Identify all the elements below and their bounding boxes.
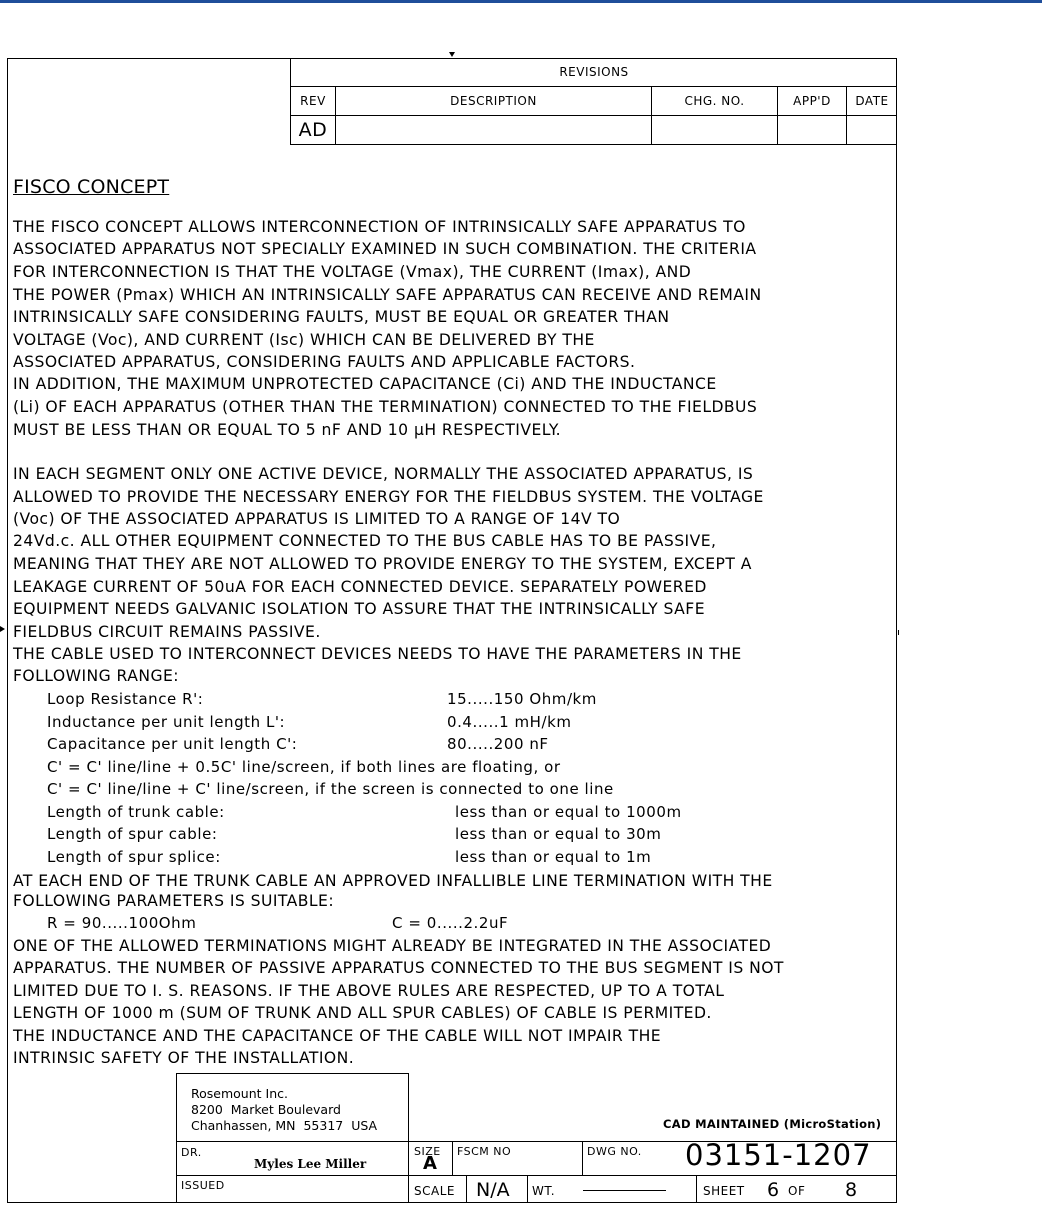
para1-line: (Li) OF EACH APPARATUS (OTHER THAN THE TERMINATION) CONNECTED TO THE FIELDBUS (13, 398, 758, 416)
description-header: DESCRIPTION (336, 87, 652, 115)
tb-line (527, 1175, 528, 1203)
address-line: Chanhassen, MN 55317 USA (191, 1118, 378, 1133)
param-label: Inductance per unit length L': (47, 713, 286, 731)
tb-line (452, 1141, 453, 1175)
sheet-number: 6 (767, 1179, 780, 1201)
company-address (191, 1086, 377, 1134)
address-line: 8200 Market Boulevard (191, 1102, 341, 1117)
para2-line: 24Vd.c. ALL OTHER EQUIPMENT CONNECTED TO THE BUS CABLE HAS TO BE PASSIVE, (13, 532, 717, 550)
center-mark-top (449, 52, 455, 57)
para2-line: THE CABLE USED TO INTERCONNECT DEVICES NEEDS TO HAVE THE PARAMETERS IN THE (13, 645, 742, 663)
para3-line: THE INDUCTANCE AND THE CAPACITANCE OF THE CABLE WILL NOT IMPAIR THE (13, 1027, 662, 1045)
cad-note: CAD MAINTAINED (MicroStation) (663, 1117, 882, 1131)
para2-line: MEANING THAT THEY ARE NOT ALLOWED TO PROVIDE ENERGY TO THE SYSTEM, EXCEPT A (13, 555, 752, 573)
para2-line: FOLLOWING RANGE: (13, 667, 179, 685)
chg-no-header: CHG. NO. (652, 87, 778, 115)
para3-line: APPARATUS. THE NUMBER OF PASSIVE APPARATUS CONNECTED TO THE BUS SEGMENT IS NOT (13, 959, 784, 977)
para1-line: FOR INTERCONNECTION IS THAT THE VOLTAGE (Vmax), THE CURRENT (Imax), AND (13, 263, 692, 281)
appd-value (778, 116, 847, 144)
param-label: Loop Resistance R': (47, 690, 204, 708)
termination-line: FOLLOWING PARAMETERS IS SUITABLE: (13, 892, 335, 910)
center-mark-left (0, 626, 5, 632)
param-label: Length of trunk cable: (47, 803, 225, 821)
revisions-title: REVISIONS (559, 65, 629, 79)
revisions-block (290, 58, 897, 145)
param-label: Length of spur cable: (47, 825, 218, 843)
tb-line (466, 1175, 467, 1203)
revisions-header-row (291, 87, 897, 116)
param-value: 15.....150 Ohm/km (447, 690, 597, 708)
para3-line: ONE OF THE ALLOWED TERMINATIONS MIGHT ALREADY BE INTEGRATED IN THE ASSOCIATED (13, 937, 772, 955)
para2-line: (Voc) OF THE ASSOCIATED APPARATUS IS LIMITED TO A RANGE OF 14V TO (13, 510, 621, 528)
fscm-label: FSCM NO (457, 1145, 512, 1158)
address-line: Rosemount Inc. (191, 1086, 288, 1101)
param-value: less than or equal to 1m (455, 848, 652, 866)
drafter-name: Myles Lee Miller (254, 1157, 367, 1171)
termination-line: AT EACH END OF THE TRUNK CABLE AN APPROVED INFALLIBLE LINE TERMINATION WITH THE (13, 872, 773, 890)
param-label: Capacitance per unit length C': (47, 735, 298, 753)
tb-line (582, 1141, 583, 1175)
wt-label: WT. (532, 1184, 556, 1198)
chg-no-value (652, 116, 778, 144)
para1-line: THE POWER (Pmax) WHICH AN INTRINSICALLY SAFE APPARATUS CAN RECEIVE AND REMAIN (13, 286, 762, 304)
rev-header: REV (291, 87, 336, 115)
date-header: DATE (855, 94, 889, 108)
para3-line: INTRINSIC SAFETY OF THE INSTALLATION. (13, 1049, 355, 1067)
para2-line: ALLOWED TO PROVIDE THE NECESSARY ENERGY FOR THE FIELDBUS SYSTEM. THE VOLTAGE (13, 488, 764, 506)
scale-label: SCALE (414, 1184, 455, 1198)
para2-line: EQUIPMENT NEEDS GALVANIC ISOLATION TO ASSURE THAT THE INTRINSICALLY SAFE (13, 600, 706, 618)
issued-label: ISSUED (181, 1179, 225, 1192)
wt-blank-line (583, 1190, 666, 1191)
section-heading: FISCO CONCEPT (13, 176, 170, 198)
param-value: less than or equal to 1000m (455, 803, 682, 821)
param-label: C' = C' line/line + C' line/screen, if the screen is connected to one line (47, 780, 614, 798)
tb-line (176, 1073, 177, 1203)
para1-line: THE FISCO CONCEPT ALLOWS INTERCONNECTION OF INTRINSICALLY SAFE APPARATUS TO (13, 218, 746, 236)
para1-line: ASSOCIATED APPARATUS, CONSIDERING FAULTS AND APPLICABLE FACTORS. (13, 353, 636, 371)
revisions-title-row (291, 58, 897, 87)
para3-line: LENGTH OF 1000 m (SUM OF TRUNK AND ALL SPUR CABLES) OF CABLE IS PERMITED. (13, 1004, 712, 1022)
top-rule (0, 0, 1042, 3)
dwg-label: DWG NO. (587, 1145, 642, 1158)
tb-line (176, 1175, 897, 1176)
tb-line (696, 1175, 697, 1203)
size-label: SIZE (414, 1145, 441, 1158)
rev-value: AD (291, 116, 336, 144)
sheet-total: 8 (845, 1179, 858, 1201)
para3-line: LIMITED DUE TO I. S. REASONS. IF THE ABOVE RULES ARE RESPECTED, UP TO A TOTAL (13, 982, 725, 1000)
param-value: 0.4.....1 mH/km (447, 713, 572, 731)
para1-line: IN ADDITION, THE MAXIMUM UNPROTECTED CAPACITANCE (Ci) AND THE INDUCTANCE (13, 375, 717, 393)
of-label: OF (788, 1184, 806, 1198)
para1-line: MUST BE LESS THAN OR EQUAL TO 5 nF AND 10 µH RESPECTIVELY. (13, 421, 562, 439)
para2-line: LEAKAGE CURRENT OF 50uA FOR EACH CONNECTED DEVICE. SEPARATELY POWERED (13, 578, 707, 596)
termination-c: C = 0.....2.2uF (392, 914, 509, 932)
dr-label: DR. (181, 1146, 202, 1159)
date-value (847, 116, 897, 144)
appd-header: APP'D (778, 87, 847, 115)
tb-line (408, 1073, 409, 1203)
termination-r: R = 90.....100Ohm (47, 914, 197, 932)
sheet-label: SHEET (703, 1184, 745, 1198)
param-value: less than or equal to 30m (455, 825, 662, 843)
param-label: C' = C' line/line + 0.5C' line/screen, if both lines are floating, or (47, 758, 561, 776)
revision-row (291, 116, 897, 144)
para1-line: INTRINSICALLY SAFE CONSIDERING FAULTS, MUST BE EQUAL OR GREATER THAN (13, 308, 670, 326)
param-label: Length of spur splice: (47, 848, 221, 866)
scale-value: N/A (476, 1179, 510, 1201)
drawing-number: 03151-1207 (685, 1138, 872, 1172)
description-value (336, 116, 652, 144)
para1-line: ASSOCIATED APPARATUS NOT SPECIALLY EXAMINED IN SUCH COMBINATION. THE CRITERIA (13, 240, 757, 258)
para2-line: FIELDBUS CIRCUIT REMAINS PASSIVE. (13, 623, 321, 641)
center-mark-right (898, 630, 899, 635)
size-value: A (423, 1153, 437, 1174)
para1-line: VOLTAGE (Voc), AND CURRENT (Isc) WHICH CAN BE DELIVERED BY THE (13, 331, 595, 349)
para2-line: IN EACH SEGMENT ONLY ONE ACTIVE DEVICE, NORMALLY THE ASSOCIATED APPARATUS, IS (13, 465, 754, 483)
param-value: 80.....200 nF (447, 735, 549, 753)
tb-line (176, 1073, 409, 1074)
